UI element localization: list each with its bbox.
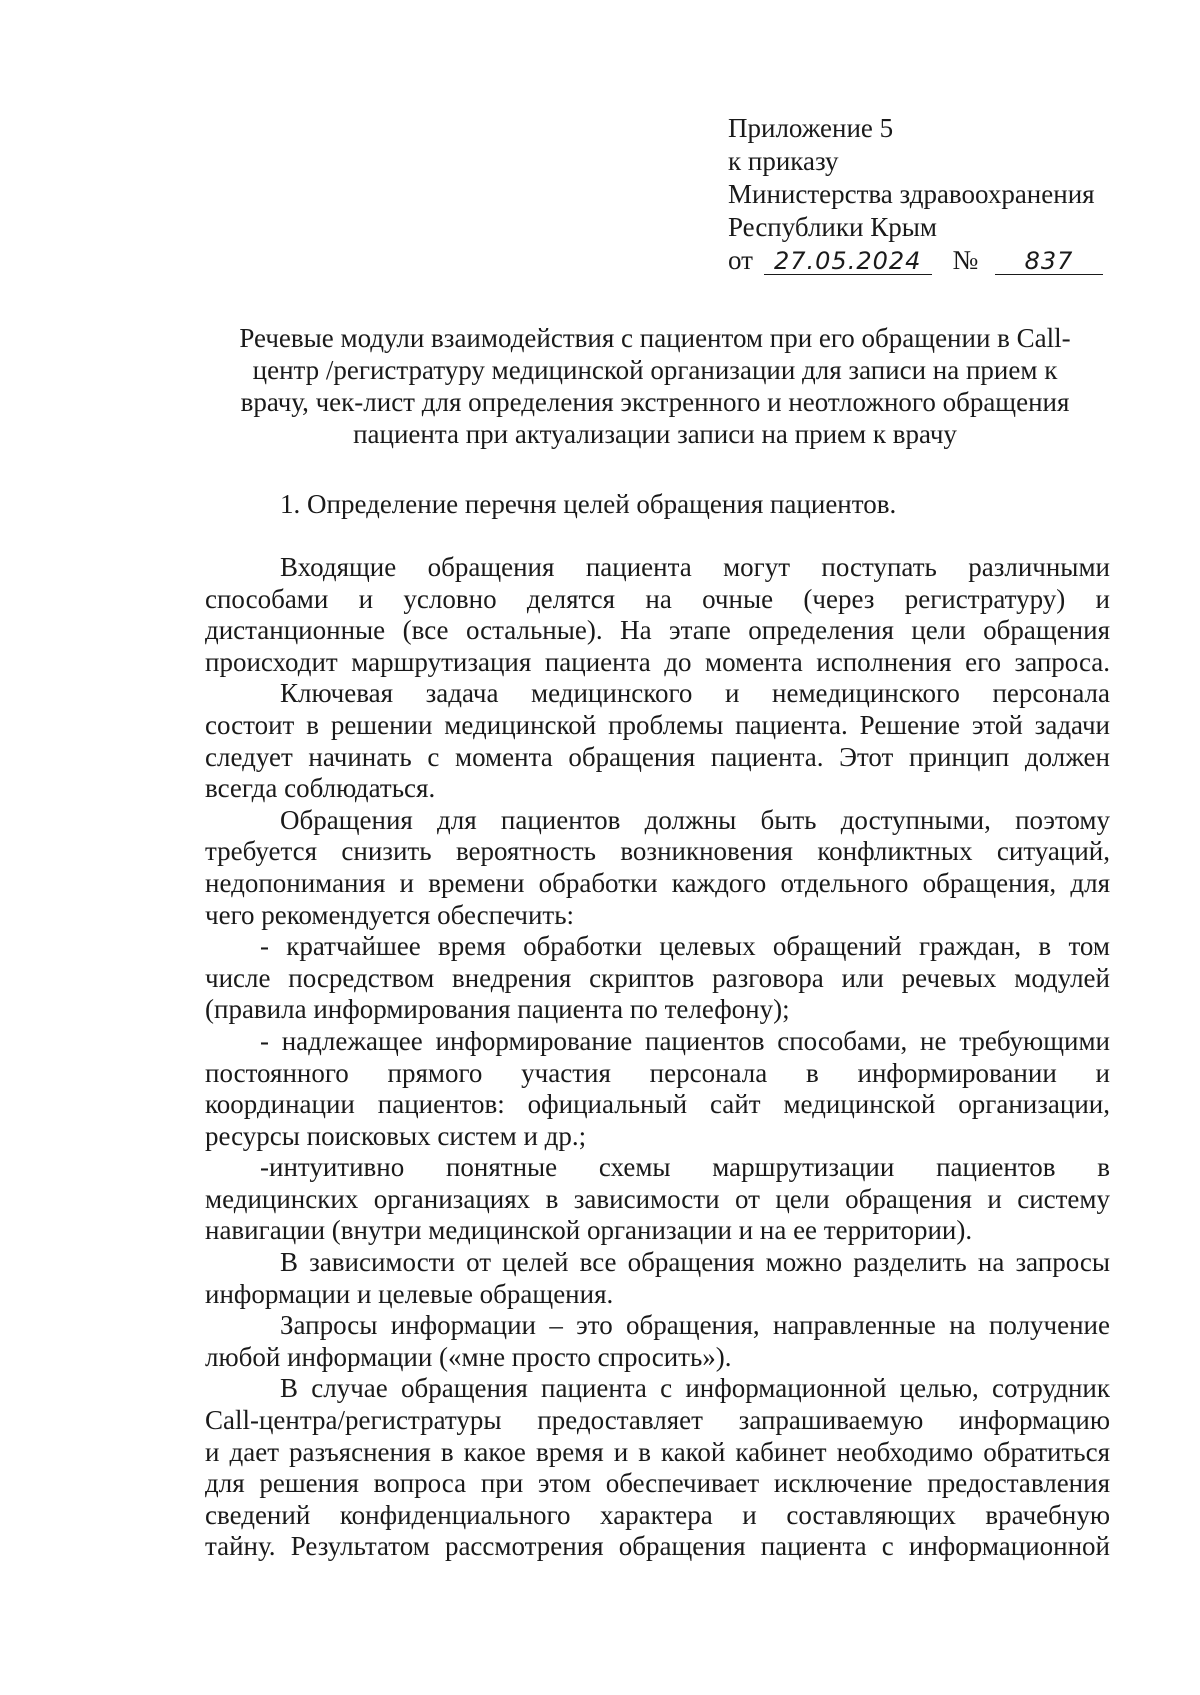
text-line: следует начинать с момента обращения пациента. Этот принцип должен — [205, 741, 1110, 772]
text-line: требуется снизить вероятность возникновения конфликтных ситуаций, — [205, 836, 1110, 867]
paragraph — [205, 1310, 1110, 1373]
text-line: медицинских организациях в зависимости от цели обращения и систему — [205, 1183, 1110, 1214]
text-line: недопонимания и времени обработки каждого отдельного обращения, для — [205, 867, 1110, 898]
text-line: тайну. Результатом рассмотрения обращения пациента с информационной — [205, 1531, 1110, 1562]
document-title — [205, 322, 1105, 450]
paragraph — [205, 805, 1110, 931]
paragraph — [205, 678, 1110, 804]
list-item — [205, 1152, 1110, 1247]
list-item — [205, 931, 1110, 1026]
appendix-line-4: Республики Крым — [728, 212, 937, 242]
list-item — [205, 1026, 1110, 1152]
text-line: чего рекомендуется обеспечить: — [205, 899, 575, 930]
text-line: (правила информирования пациента по телефону); — [205, 994, 790, 1025]
handwritten-date: 27.05.2024 — [764, 248, 932, 275]
text-line: - кратчайшее время обработки целевых обращений граждан, в том — [260, 931, 1110, 962]
number-label: № — [952, 245, 979, 275]
paragraph — [205, 1373, 1110, 1563]
text-line: В случае обращения пациента с информационной целью, сотрудник — [280, 1373, 1110, 1404]
text-line: Входящие обращения пациента могут поступать различными — [280, 552, 1110, 582]
text-line: Call-центра/регистратуры предоставляет запрашиваемую информацию — [205, 1405, 1110, 1436]
appendix-date-number-line — [728, 244, 1103, 277]
title-line-1: Речевые модули взаимодействия с пациентом при его обращении в Call- — [239, 323, 1071, 353]
text-line: дистанционные (все остальные). На этапе определения цели обращения — [205, 615, 1110, 646]
text-line: Запросы информации – это обращения, направленные на получение — [280, 1310, 1110, 1341]
title-line-4: пациента при актуализации записи на прием к врачу — [353, 419, 957, 449]
text-line: постоянного прямого участия персонала в информировании и — [205, 1057, 1110, 1088]
text-line: Ключевая задача медицинского и немедицинского персонала — [280, 678, 1110, 709]
text-line: происходит маршрутизация пациента до момента исполнения его запроса. — [205, 646, 1110, 677]
appendix-line-3: Министерства здравоохранения — [728, 179, 1095, 209]
handwritten-number: 837 — [995, 248, 1103, 275]
appendix-line-1: Приложение 5 — [728, 113, 894, 143]
document-body — [205, 552, 1110, 1563]
text-line: - надлежащее информирование пациентов способами, не требующими — [260, 1025, 1110, 1056]
text-line: В зависимости от целей все обращения можно разделить на запросы — [280, 1247, 1110, 1278]
paragraph — [205, 1247, 1110, 1310]
text-line: навигации (внутри медицинской организации и на ее территории). — [205, 1215, 973, 1246]
text-line: любой информации («мне просто спросить»). — [205, 1341, 732, 1372]
title-line-3: врачу, чек-лист для определения экстренного и неотложного обращения — [240, 387, 1070, 417]
text-line: и дает разъяснения в какое время и в какой кабинет необходимо обратиться — [205, 1436, 1110, 1467]
text-line: информации и целевые обращения. — [205, 1278, 614, 1309]
text-line: числе посредством внедрения скриптов разговора или речевых модулей — [205, 962, 1110, 993]
appendix-line-2: к приказу — [728, 146, 839, 176]
section-heading: 1. Определение перечня целей обращения пациентов. — [280, 489, 897, 519]
text-line: координации пациентов: официальный сайт медицинской организации, — [205, 1089, 1110, 1120]
appendix-header — [728, 112, 1103, 277]
text-line: Обращения для пациентов должны быть доступными, поэтому — [280, 804, 1110, 835]
text-line: способами и условно делятся на очные (через регистратуру) и — [205, 583, 1110, 614]
text-line: ресурсы поисковых систем и др.; — [205, 1120, 587, 1151]
text-line: сведений конфиденциального характера и составляющих врачебную — [205, 1499, 1110, 1530]
title-line-2: центр /регистратуру медицинской организации для записи на прием к — [252, 355, 1058, 385]
text-line: -интуитивно понятные схемы маршрутизации пациентов в — [260, 1152, 1110, 1183]
paragraph — [205, 552, 1110, 678]
text-line: для решения вопроса при этом обеспечивает исключение предоставления — [205, 1468, 1110, 1499]
text-line: состоит в решении медицинской проблемы пациента. Решение этой задачи — [205, 709, 1110, 740]
from-label: от — [728, 245, 753, 275]
text-line: всегда соблюдаться. — [205, 773, 436, 804]
